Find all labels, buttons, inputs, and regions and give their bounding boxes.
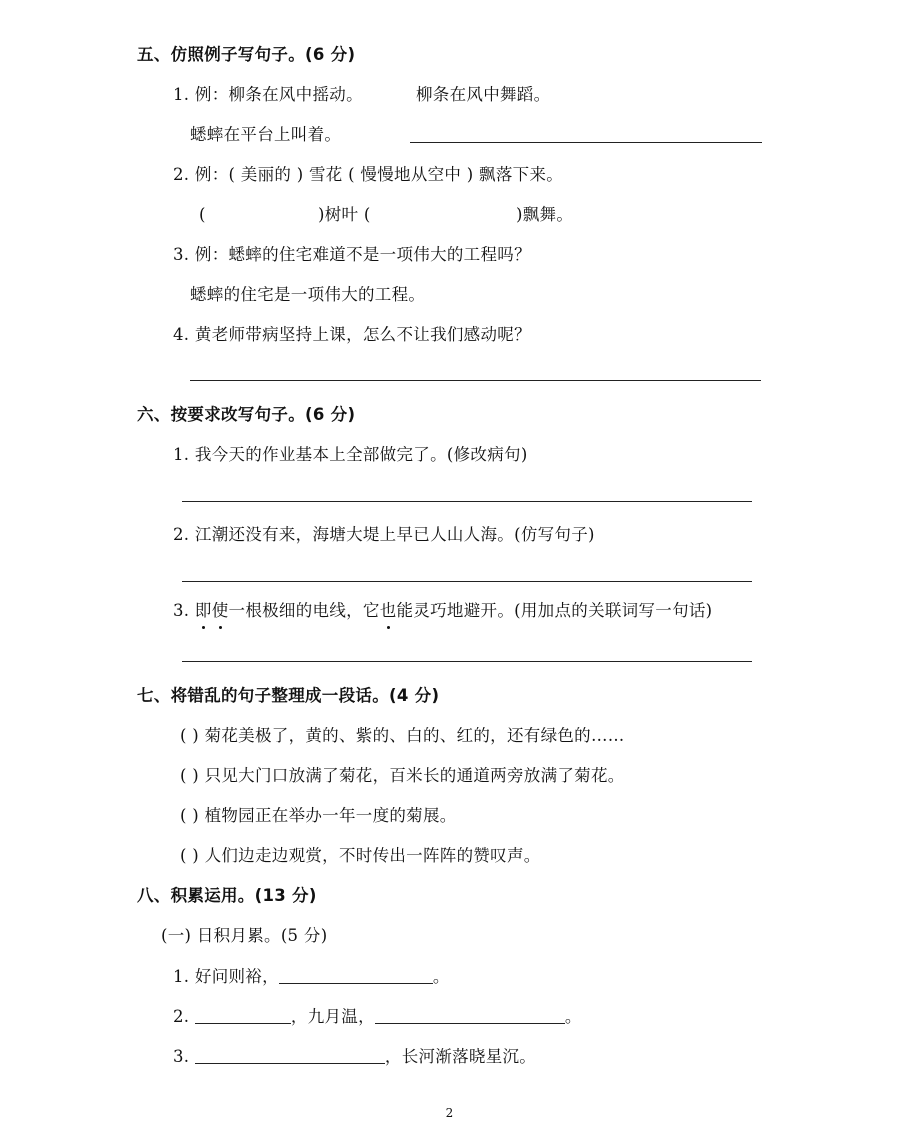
section-5-title: 五、仿照例子写句子。(6 分) bbox=[137, 45, 356, 64]
s8-subsection-1: (一) 日积月累。(5 分) bbox=[161, 926, 328, 945]
s5-q2-open-paren: ( bbox=[199, 205, 206, 224]
s5-q2-example: 2. 例：( 美丽的 ) 雪花 ( 慢慢地从空中 ) 飘落下来。 bbox=[173, 165, 564, 184]
s7-item-2[interactable]: ( ) 只见大门口放满了菊花，百米长的通道两旁放满了菊花。 bbox=[180, 766, 625, 785]
s5-q4: 4. 黄老师带病坚持上课，怎么不让我们感动呢？ bbox=[173, 325, 531, 344]
s5-q1-answer-line[interactable] bbox=[410, 142, 762, 143]
s7-item-1[interactable]: ( ) 菊花美极了，黄的、紫的、白的、红的，还有绿色的…… bbox=[180, 726, 625, 745]
s5-q3-statement: 蟋蟀的住宅是一项伟大的工程。 bbox=[190, 285, 426, 304]
s5-q2-dance-label: )飘舞。 bbox=[516, 205, 574, 224]
s6-q1-answer-line[interactable] bbox=[182, 501, 752, 502]
s6-q3: 3. 即使一根极细的电线，它也能灵巧地避开。(用加点的关联词写一句话) bbox=[173, 601, 713, 620]
s8-q1-blank[interactable] bbox=[279, 967, 433, 984]
s7-item-4[interactable]: ( ) 人们边走边观赏，不时传出一阵阵的赞叹声。 bbox=[180, 846, 541, 865]
page-number: 2 bbox=[445, 1106, 454, 1120]
s8-q3: 3. ，长河渐落晓星沉。 bbox=[173, 1047, 537, 1066]
s8-q2: 2. ，九月温， 。 bbox=[173, 1007, 582, 1026]
dotted-char: 即 bbox=[194, 601, 212, 620]
s6-q2: 2. 江潮还没有来，海塘大堤上早已人山人海。(仿写句子) bbox=[173, 525, 595, 544]
s8-q2-blank-2[interactable] bbox=[375, 1007, 565, 1024]
s5-q4-answer-line[interactable] bbox=[190, 380, 761, 381]
dotted-char: 也 bbox=[379, 601, 397, 620]
s8-q2-blank-1[interactable] bbox=[195, 1007, 291, 1024]
s6-q3-answer-line[interactable] bbox=[182, 661, 752, 662]
s8-q3-blank[interactable] bbox=[195, 1047, 385, 1064]
dotted-char: 使 bbox=[211, 601, 229, 620]
s8-q1: 1. 好问则裕， 。 bbox=[173, 967, 450, 986]
s5-q1-prompt: 蟋蟀在平台上叫着。 bbox=[190, 125, 342, 144]
s7-item-3[interactable]: ( ) 植物园正在举办一年一度的菊展。 bbox=[180, 806, 457, 825]
s6-q2-answer-line[interactable] bbox=[182, 581, 752, 582]
section-7-title: 七、将错乱的句子整理成一段话。(4 分) bbox=[137, 686, 440, 705]
s6-q1: 1. 我今天的作业基本上全部做完了。(修改病句) bbox=[173, 445, 528, 464]
s5-q2-tree-label: )树叶 ( bbox=[318, 205, 371, 224]
section-8-title: 八、积累运用。(13 分) bbox=[137, 886, 317, 905]
s5-q1-example-result: 柳条在风中舞蹈。 bbox=[416, 85, 551, 104]
section-6-title: 六、按要求改写句子。(6 分) bbox=[137, 405, 356, 424]
s5-q3-example: 3. 例：蟋蟀的住宅难道不是一项伟大的工程吗？ bbox=[173, 245, 531, 264]
s5-q1-example: 1. 例：柳条在风中摇动。 bbox=[173, 85, 363, 104]
